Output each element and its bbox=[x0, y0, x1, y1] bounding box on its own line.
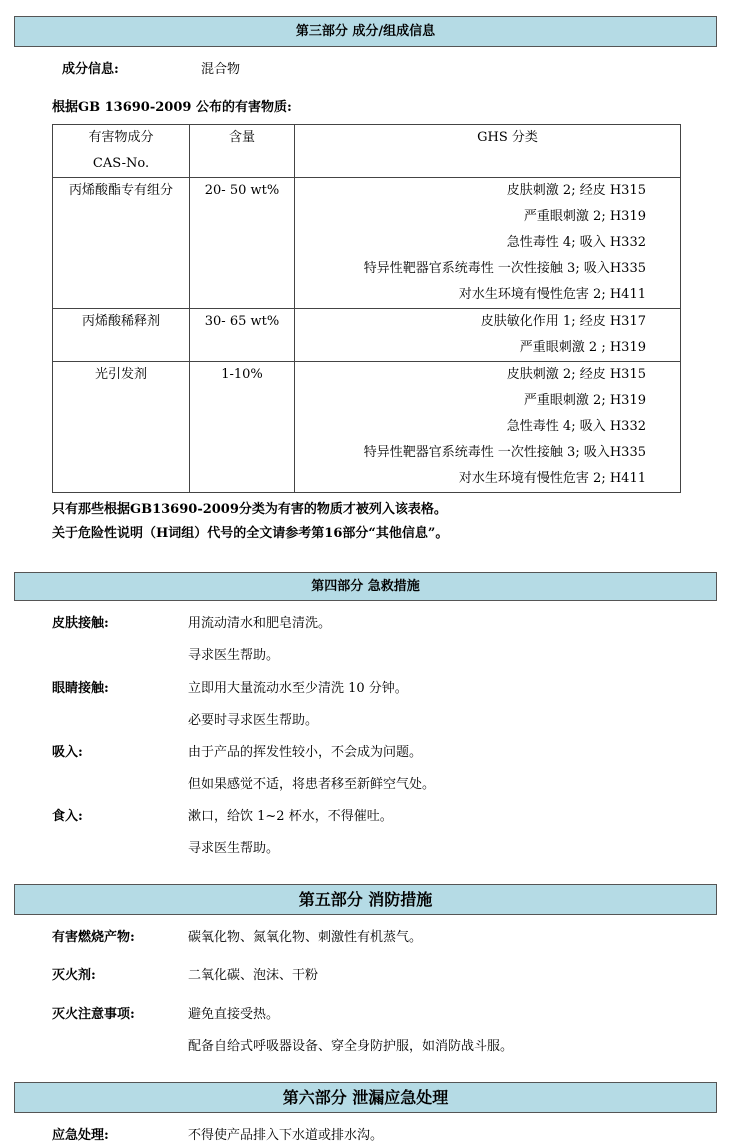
gb-hazard-title: 根据GB 13690-2009 公布的有害物质: bbox=[52, 100, 292, 115]
header-amount: 含量 bbox=[190, 125, 295, 178]
table-note-2: 关于危险性说明（H词组）代号的全文请参考第16部分“其他信息”。 bbox=[52, 526, 449, 541]
emergency-response-label: 应急处理: bbox=[52, 1128, 109, 1143]
inhalation-text-2: 但如果感觉不适，将患者移至新鲜空气处。 bbox=[188, 777, 436, 792]
table-header-row bbox=[53, 125, 681, 178]
component-name: 丙烯酸酯专有组分 bbox=[53, 178, 190, 309]
firefighting-caution-label: 灭火注意事项: bbox=[52, 1007, 135, 1022]
ghs-classification: 皮肤刺激 2; 经皮 H315 严重眼刺激 2; H319 急性毒性 4; 吸入 H332 特异性靶器官系统毒性 一次性接触 3; 吸入H335 对水生环境有慢性危害 2; H411 bbox=[295, 362, 681, 493]
combustion-products-value: 碳氧化物、氮氧化物、刺激性有机蒸气。 bbox=[188, 930, 423, 945]
component-name: 丙烯酸稀释剂 bbox=[53, 309, 190, 362]
component-name: 光引发剂 bbox=[53, 362, 190, 493]
component-amount: 20- 50 wt% bbox=[190, 178, 295, 309]
ingestion-text-2: 寻求医生帮助。 bbox=[188, 841, 280, 856]
header-component: 有害物成分 CAS-No. bbox=[53, 125, 190, 178]
firefighting-caution-text-2: 配备自给式呼吸器设备、穿全身防护服，如消防战斗服。 bbox=[188, 1039, 514, 1054]
skin-contact-text-2: 寻求医生帮助。 bbox=[188, 648, 280, 663]
ghs-classification: 皮肤敏化作用 1; 经皮 H317 严重眼刺激 2 ; H319 bbox=[295, 309, 681, 362]
inhalation-text-1: 由于产品的挥发性较小，不会成为问题。 bbox=[188, 745, 423, 760]
component-amount: 30- 65 wt% bbox=[190, 309, 295, 362]
section-4-header: 第四部分 急救措施 bbox=[14, 572, 717, 601]
section-3-header: 第三部分 成分/组成信息 bbox=[14, 16, 717, 47]
section-6-header: 第六部分 泄漏应急处理 bbox=[14, 1082, 717, 1113]
ghs-classification: 皮肤刺激 2; 经皮 H315 严重眼刺激 2; H319 急性毒性 4; 吸入 H332 特异性靶器官系统毒性 一次性接触 3; 吸入H335 对水生环境有慢性危害 2; H411 bbox=[295, 178, 681, 309]
skin-contact-text-1: 用流动清水和肥皂清洗。 bbox=[188, 616, 332, 631]
eye-contact-label: 眼睛接触: bbox=[52, 681, 109, 696]
inhalation-label: 吸入: bbox=[52, 745, 83, 760]
header-ghs: GHS 分类 bbox=[295, 125, 681, 178]
ingestion-text-1: 漱口，给饮 1~2 杯水，不得催吐。 bbox=[188, 809, 393, 824]
combustion-products-label: 有害燃烧产物: bbox=[52, 930, 135, 945]
table-row bbox=[53, 178, 681, 309]
extinguishing-media-label: 灭火剂: bbox=[52, 968, 96, 983]
eye-contact-text-1: 立即用大量流动水至少清洗 10 分钟。 bbox=[188, 681, 408, 696]
firefighting-caution-text-1: 避免直接受热。 bbox=[188, 1007, 280, 1022]
eye-contact-text-2: 必要时寻求医生帮助。 bbox=[188, 713, 319, 728]
extinguishing-media-value: 二氧化碳、泡沫、干粉 bbox=[188, 968, 319, 983]
ingestion-label: 食入: bbox=[52, 809, 83, 824]
emergency-response-value: 不得使产品排入下水道或排水沟。 bbox=[188, 1128, 384, 1143]
composition-value: 混合物 bbox=[201, 62, 241, 77]
table-row bbox=[53, 309, 681, 362]
skin-contact-label: 皮肤接触: bbox=[52, 616, 109, 631]
section-5-header: 第五部分 消防措施 bbox=[14, 884, 717, 915]
table-row bbox=[53, 362, 681, 493]
component-amount: 1-10% bbox=[190, 362, 295, 493]
table-note-1: 只有那些根据GB13690-2009分类为有害的物质才被列入该表格。 bbox=[52, 502, 447, 517]
hazard-table bbox=[52, 124, 681, 493]
composition-label: 成分信息: bbox=[62, 62, 119, 77]
